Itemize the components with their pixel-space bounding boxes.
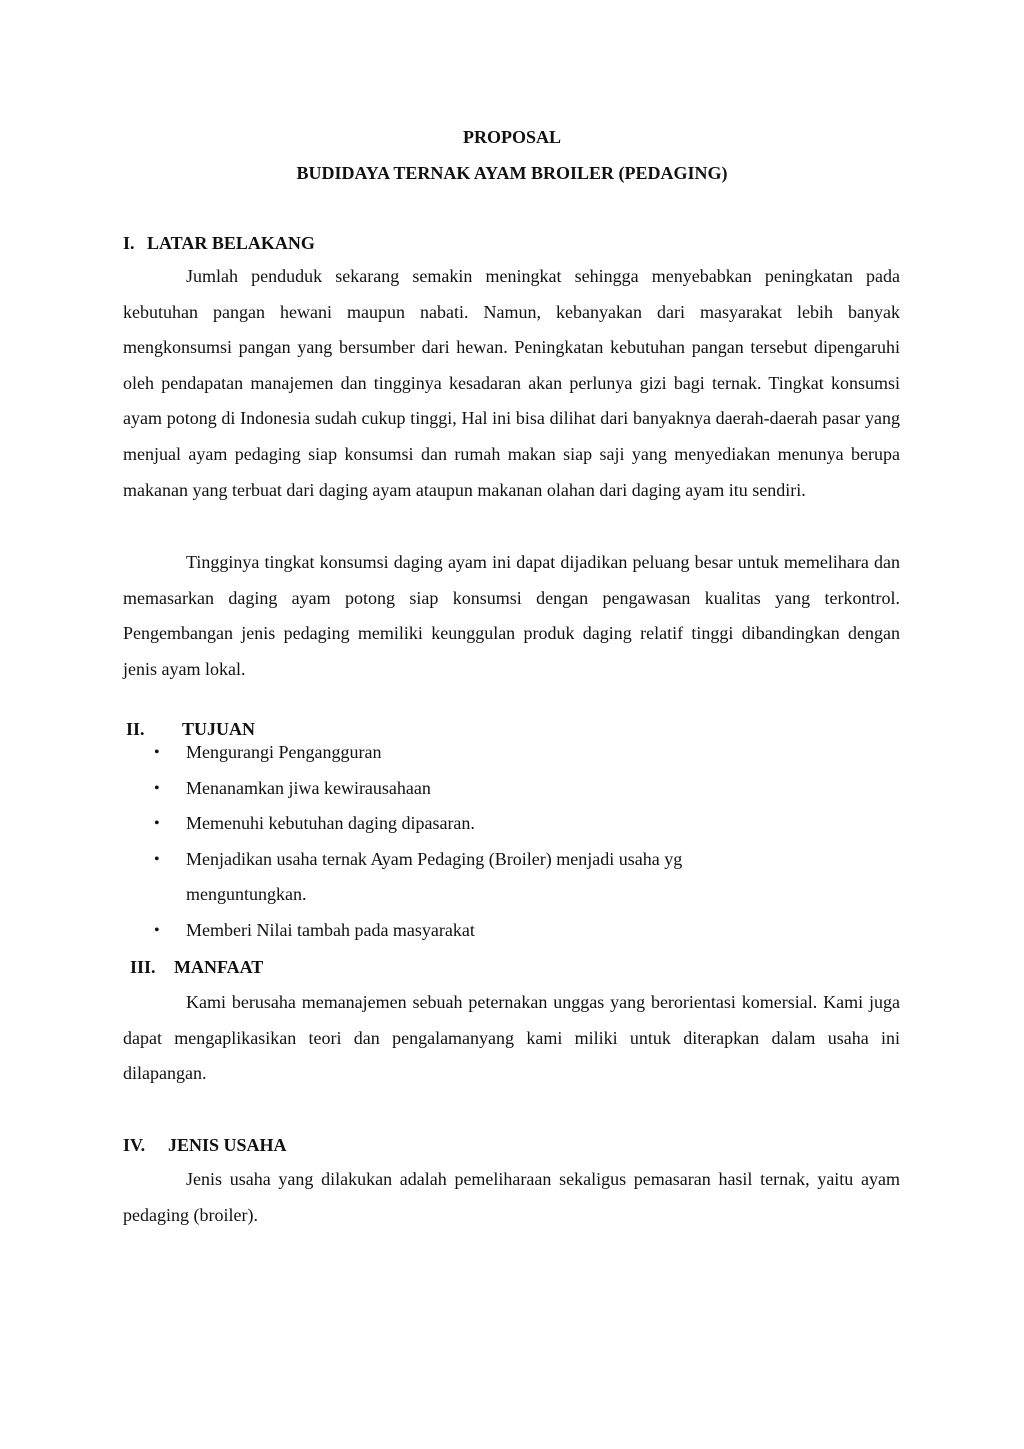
paragraph-latar-belakang-2 xyxy=(123,545,900,687)
paragraph-text: Jenis usaha yang dilakukan adalah pemeliharaan sekaligus pemasaran hasil ternak, yaitu ayam pedaging (broiler). xyxy=(123,1169,900,1225)
section-title: LATAR BELAKANG xyxy=(147,233,315,253)
paragraph-manfaat xyxy=(123,985,900,1092)
section-heading-jenis-usaha xyxy=(123,1135,287,1156)
bullet-icon: • xyxy=(154,850,160,868)
section-title: TUJUAN xyxy=(182,719,256,739)
bullet-icon: • xyxy=(154,779,160,797)
paragraph-text: Kami berusaha memanajemen sebuah peternakan unggas yang berorientasi komersial. Kami juga dapat mengaplikasikan teori dan pengalamanyang kami miliki untuk diterapkan dalam usaha ini dilapangan. xyxy=(123,992,900,1084)
paragraph-text: Jumlah penduduk sekarang semakin meningkat sehingga menyebabkan peningkatan pada kebutuhan pangan hewani maupun nabati. Namun, kebanyakan dari masyarakat lebih banyak mengkonsumsi pangan yang bersumber dari hewan. Peningkatan kebutuhan pangan tersebut dipengaruhi oleh pendapatan manajemen dan tingginya kesadaran akan perlunya gizi bagi ternak. Tingkat konsumsi ayam potong di Indonesia sudah cukup tinggi, Hal ini bisa dilihat dari banyaknya daerah-daerah pasar yang menjual ayam pedaging siap konsumsi dan rumah makan siap saji yang menyediakan menunya berupa makanan yang terbuat dari daging ayam ataupun makanan olahan dari daging ayam itu sendiri. xyxy=(123,266,900,500)
list-item: • Memberi Nilai tambah pada masyarakat xyxy=(123,913,786,949)
list-item: • Menanamkan jiwa kewirausahaan xyxy=(123,771,786,807)
section-heading-manfaat xyxy=(130,957,263,978)
section-title: MANFAAT xyxy=(174,957,264,977)
tujuan-list xyxy=(123,735,900,949)
section-number: I. xyxy=(123,233,135,253)
list-item: • Mengurangi Pengangguran xyxy=(123,735,786,771)
section-number: II. xyxy=(126,719,145,739)
section-number: III. xyxy=(130,957,156,977)
section-heading-latar-belakang xyxy=(123,233,315,254)
paragraph-latar-belakang-1 xyxy=(123,259,900,508)
section-title: JENIS USAHA xyxy=(168,1135,287,1155)
bullet-icon: • xyxy=(154,921,160,939)
bullet-icon: • xyxy=(154,815,160,833)
section-number: IV. xyxy=(123,1135,146,1155)
paragraph-text: Tingginya tingkat konsumsi daging ayam ini dapat dijadikan peluang besar untuk memelihara dan memasarkan daging ayam potong siap konsumsi dengan pengawasan kualitas yang terkontrol. Pengembangan jenis pedaging memiliki keunggulan produk daging relatif tinggi dibandingkan dengan jenis ayam lokal. xyxy=(123,552,900,679)
paragraph-jenis-usaha xyxy=(123,1162,900,1233)
document-title: PROPOSAL xyxy=(462,127,561,147)
list-item: • Memenuhi kebutuhan daging dipasaran. xyxy=(123,806,786,842)
list-item: • Menjadikan usaha ternak Ayam Pedaging (Broiler) menjadi usaha yg menguntungkan. xyxy=(123,842,786,913)
document-subtitle: BUDIDAYA TERNAK AYAM BROILER (PEDAGING) xyxy=(296,163,728,183)
bullet-icon: • xyxy=(154,744,160,761)
